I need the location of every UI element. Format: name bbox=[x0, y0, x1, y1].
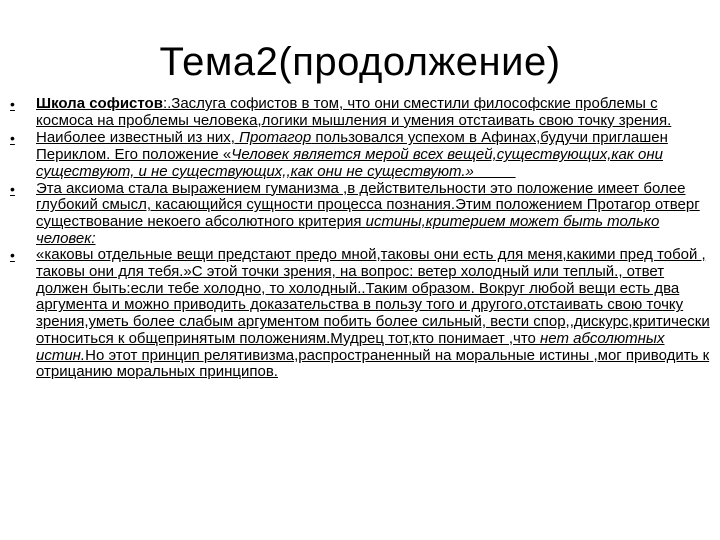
slide-title: Тема2(продолжение) bbox=[159, 40, 561, 84]
bullet-text bbox=[36, 96, 710, 129]
bullet-icon: • bbox=[10, 96, 15, 112]
bullet-icon: • bbox=[10, 130, 15, 147]
bullet-text-part: «каковы отдельные вещи предстают предо мной,таковы они есть для меня,какими пред тобой , таковы они для тебя.»С этой точки зрения, на вопрос: ветер холодный или теплый., ответ должен быть:если тебе холодно, то холодный..Таким образом. Вокруг любой вещи есть два аргумента и можно приводить доказательства в пользу того и другого,отстаивать свою точку зрения,уметь более слабым аргументом побить более сильный, вести спор,,дискурс,критически относиться к общепринятым положениям.Мудрец тот,кто понимает ,что bbox=[36, 246, 710, 347]
no-absolute-truths: нет абсолютных истин. bbox=[36, 329, 665, 364]
bullet-text-part: Но этот принцип релятивизма,распространенный на моральные истины ,мог приводить к отрицанию моральных принципов. bbox=[36, 346, 710, 381]
sophists-school-label: Школа софистов bbox=[36, 95, 163, 112]
bullet-text bbox=[36, 181, 710, 248]
bullet-list bbox=[10, 96, 710, 381]
list-item bbox=[10, 130, 710, 180]
truth-criterion: истины,критерием может быть только человек: bbox=[36, 212, 660, 247]
bullet-text-part: Наиболее известный из них, bbox=[36, 129, 240, 147]
bullet-text-part: пользовался успехом в Афинах,будучи приглашен Периклом. Его положение « bbox=[36, 129, 668, 164]
list-item bbox=[10, 96, 710, 129]
list-item bbox=[10, 247, 710, 381]
bullet-text bbox=[36, 247, 710, 381]
list-item bbox=[10, 181, 710, 248]
bullet-text-part: Эта аксиома стала выражением гуманизма ,в действительности это положение имеет более глубокий смысл, касающийся сущности процесса познания.Этим положением Протагор отверг существование некоего абсолютного критерия bbox=[36, 179, 700, 230]
bullet-text bbox=[36, 130, 710, 180]
bullet-text-part: :.Заслуга софистов в том, что они сместили философские проблемы с космоса на проблемы человека,логики мышления и умения отстаивать свою точку зрения. bbox=[36, 95, 672, 129]
bullet-icon: • bbox=[10, 180, 15, 197]
protagoras-name: Протагор bbox=[239, 129, 312, 147]
protagoras-quote: Человек является мерой всех вещей,существующих,как они существуют, и не существующих,,как они не существуют.» bbox=[36, 146, 663, 180]
bullet-icon: • bbox=[10, 247, 15, 264]
bullet-text-part bbox=[474, 163, 516, 180]
